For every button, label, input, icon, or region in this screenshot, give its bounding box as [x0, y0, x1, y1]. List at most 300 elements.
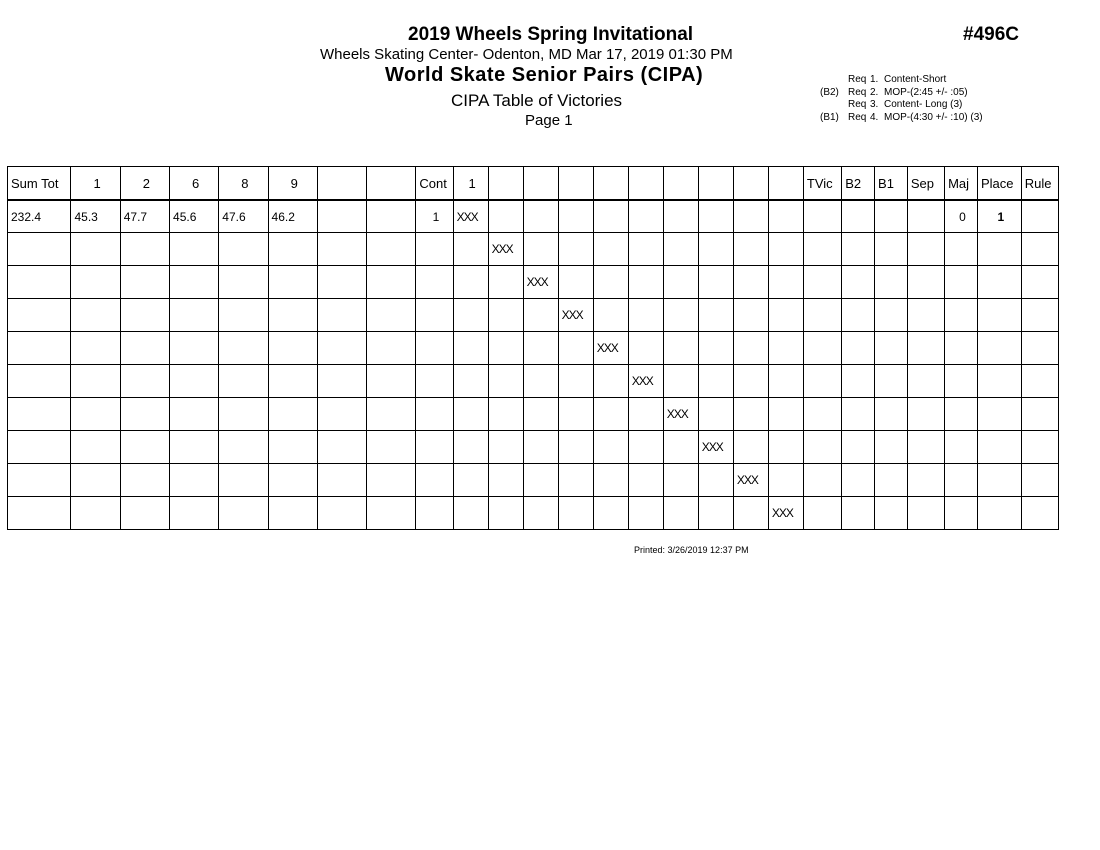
table-cell: [8, 365, 71, 398]
event-number: #496C: [963, 24, 1019, 45]
diagonal-mark-cell: XXX: [698, 431, 733, 464]
column-header: 9: [268, 167, 317, 201]
table-cell: [907, 398, 944, 431]
table-cell: [170, 431, 219, 464]
table-cell: [120, 266, 169, 299]
diagonal-mark-cell: XXX: [663, 398, 698, 431]
column-header: [523, 167, 558, 201]
table-cell: [8, 233, 71, 266]
table-cell: [416, 365, 453, 398]
table-cell: 46.2: [268, 200, 317, 233]
table-cell: [945, 464, 978, 497]
table-cell: [71, 497, 120, 530]
table-cell: [71, 332, 120, 365]
table-cell: [219, 266, 268, 299]
table-cell: [453, 365, 488, 398]
table-cell: [593, 299, 628, 332]
table-cell: 1: [977, 200, 1021, 233]
requirement-word: Req: [848, 99, 867, 111]
table-cell: [219, 431, 268, 464]
table-cell: [558, 497, 593, 530]
column-header: 1: [71, 167, 120, 201]
table-cell: [768, 299, 803, 332]
table-cell: [268, 464, 317, 497]
table-cell: [120, 299, 169, 332]
table-cell: [453, 233, 488, 266]
table-cell: [768, 200, 803, 233]
table-row: [8, 299, 1059, 332]
table-cell: [945, 332, 978, 365]
table-cell: [488, 497, 523, 530]
table-row: [8, 266, 1059, 299]
table-cell: [768, 365, 803, 398]
table-cell: [842, 299, 875, 332]
table-cell: 1: [416, 200, 453, 233]
table-cell: [71, 464, 120, 497]
table-cell: [593, 398, 628, 431]
table-cell: [219, 398, 268, 431]
table-cell: [628, 332, 663, 365]
table-cell: [663, 365, 698, 398]
table-cell: [842, 431, 875, 464]
table-cell: [628, 233, 663, 266]
column-header: [733, 167, 768, 201]
table-cell: [523, 365, 558, 398]
table-cell: [907, 497, 944, 530]
table-cell: [523, 332, 558, 365]
table-cell: [842, 266, 875, 299]
column-header: 6: [170, 167, 219, 201]
table-cell: [875, 233, 908, 266]
table-cell: [907, 332, 944, 365]
column-header: Sep: [907, 167, 944, 201]
table-cell: [977, 299, 1021, 332]
table-cell: [768, 266, 803, 299]
table-cell: [663, 431, 698, 464]
table-cell: [842, 464, 875, 497]
table-cell: [367, 365, 416, 398]
table-cell: [367, 266, 416, 299]
table-cell: [71, 266, 120, 299]
table-cell: [733, 233, 768, 266]
table-cell: [367, 497, 416, 530]
table-cell: 45.3: [71, 200, 120, 233]
table-cell: [219, 497, 268, 530]
table-cell: [416, 431, 453, 464]
table-cell: [367, 431, 416, 464]
table-cell: [628, 497, 663, 530]
table-cell: [367, 233, 416, 266]
table-cell: [803, 431, 841, 464]
table-cell: [628, 431, 663, 464]
table-cell: [170, 398, 219, 431]
table-cell: [317, 266, 366, 299]
table-cell: [803, 200, 841, 233]
table-cell: [875, 332, 908, 365]
table-cell: [453, 332, 488, 365]
table-cell: [488, 431, 523, 464]
requirement-tag: (B1): [820, 112, 839, 124]
table-cell: [875, 431, 908, 464]
table-cell: [803, 365, 841, 398]
table-cell: [907, 266, 944, 299]
table-cell: [523, 398, 558, 431]
table-cell: [803, 464, 841, 497]
column-header: [593, 167, 628, 201]
table-cell: [768, 398, 803, 431]
table-cell: [170, 233, 219, 266]
diagonal-mark-cell: XXX: [488, 233, 523, 266]
table-cell: [803, 332, 841, 365]
table-cell: [453, 464, 488, 497]
requirement-tag: [820, 99, 848, 112]
table-cell: [945, 299, 978, 332]
table-cell: [558, 266, 593, 299]
table-cell: [698, 266, 733, 299]
table-cell: [170, 299, 219, 332]
table-cell: [268, 332, 317, 365]
table-cell: [317, 200, 366, 233]
table-cell: [416, 266, 453, 299]
table-cell: [875, 299, 908, 332]
requirement-tag: [820, 74, 848, 87]
table-cell: [977, 497, 1021, 530]
table-cell: 47.6: [219, 200, 268, 233]
diagonal-mark-cell: XXX: [558, 299, 593, 332]
table-cell: [170, 497, 219, 530]
table-row: [8, 200, 1059, 233]
table-cell: [367, 200, 416, 233]
table-cell: [219, 299, 268, 332]
table-cell: [268, 299, 317, 332]
table-cell: [170, 266, 219, 299]
table-cell: 0: [945, 200, 978, 233]
column-header: [663, 167, 698, 201]
requirement-number: 3.: [870, 99, 879, 111]
column-header: Maj: [945, 167, 978, 201]
table-cell: [8, 332, 71, 365]
table-cell: [317, 497, 366, 530]
table-cell: [523, 200, 558, 233]
table-cell: [733, 431, 768, 464]
table-cell: [416, 233, 453, 266]
table-cell: [416, 497, 453, 530]
table-cell: [875, 365, 908, 398]
requirement-number: 2.: [870, 86, 879, 98]
table-cell: [488, 464, 523, 497]
table-cell: [628, 299, 663, 332]
table-cell: [733, 299, 768, 332]
requirement-text: MOP-(4:30 +/- :10) (3): [884, 112, 983, 124]
table-cell: [219, 332, 268, 365]
table-cell: [71, 431, 120, 464]
table-cell: [8, 497, 71, 530]
table-cell: [416, 398, 453, 431]
table-row: [8, 464, 1059, 497]
diagonal-mark-cell: XXX: [768, 497, 803, 530]
table-cell: [663, 497, 698, 530]
table-cell: [8, 464, 71, 497]
table-cell: [453, 431, 488, 464]
table-cell: [488, 299, 523, 332]
table-cell: [842, 233, 875, 266]
table-cell: [945, 398, 978, 431]
table-cell: [453, 299, 488, 332]
table-cell: [120, 464, 169, 497]
table-cell: [317, 398, 366, 431]
table-cell: [488, 332, 523, 365]
table-cell: [945, 497, 978, 530]
table-cell: [768, 431, 803, 464]
table-cell: [488, 398, 523, 431]
table-cell: [698, 398, 733, 431]
table-cell: [593, 266, 628, 299]
table-row: [8, 365, 1059, 398]
column-header: [558, 167, 593, 201]
table-cell: [977, 365, 1021, 398]
table-cell: [977, 266, 1021, 299]
table-cell: [698, 365, 733, 398]
requirement-number: 4.: [870, 112, 879, 124]
requirement-word: Req: [848, 86, 867, 98]
table-cell: [803, 266, 841, 299]
table-cell: [416, 332, 453, 365]
table-cell: [219, 233, 268, 266]
table-cell: [558, 431, 593, 464]
table-cell: [416, 464, 453, 497]
table-cell: [803, 398, 841, 431]
table-cell: 45.6: [170, 200, 219, 233]
table-cell: [628, 398, 663, 431]
table-cell: [907, 365, 944, 398]
table-cell: [523, 299, 558, 332]
table-cell: [317, 233, 366, 266]
table-cell: [1021, 431, 1058, 464]
requirement-text: Content- Long (3): [884, 99, 963, 111]
table-cell: [170, 332, 219, 365]
table-cell: [268, 431, 317, 464]
table-cell: [317, 431, 366, 464]
table-cell: [367, 464, 416, 497]
table-cell: [628, 266, 663, 299]
table-cell: [945, 233, 978, 266]
table-cell: [1021, 464, 1058, 497]
table-cell: [733, 365, 768, 398]
table-cell: [558, 233, 593, 266]
table-cell: [593, 464, 628, 497]
table-cell: [875, 464, 908, 497]
table-cell: [120, 233, 169, 266]
table-cell: [8, 266, 71, 299]
requirement-tag: (B2): [820, 86, 839, 98]
table-cell: [1021, 398, 1058, 431]
table-cell: [698, 497, 733, 530]
table-cell: [698, 464, 733, 497]
table-cell: [268, 365, 317, 398]
table-cell: [170, 464, 219, 497]
table-cell: [558, 365, 593, 398]
table-cell: [977, 398, 1021, 431]
diagonal-mark-cell: XXX: [733, 464, 768, 497]
column-header: B1: [875, 167, 908, 201]
table-cell: [1021, 299, 1058, 332]
table-cell: [907, 200, 944, 233]
table-cell: [593, 497, 628, 530]
table-cell: [593, 365, 628, 398]
column-header: Rule: [1021, 167, 1058, 201]
table-cell: [71, 398, 120, 431]
table-cell: [733, 497, 768, 530]
table-cell: [945, 365, 978, 398]
requirement-text: MOP-(2:45 +/- :05): [884, 86, 968, 98]
table-cell: [219, 365, 268, 398]
table-cell: [488, 266, 523, 299]
requirement-number: 1.: [870, 74, 879, 85]
table-cell: [907, 431, 944, 464]
table-cell: [523, 431, 558, 464]
table-row: [8, 398, 1059, 431]
table-cell: [488, 365, 523, 398]
table-cell: [416, 299, 453, 332]
column-header: B2: [842, 167, 875, 201]
table-cell: [367, 398, 416, 431]
table-cell: [907, 233, 944, 266]
table-cell: [698, 332, 733, 365]
table-cell: [593, 233, 628, 266]
table-cell: [628, 200, 663, 233]
diagonal-mark-cell: XXX: [593, 332, 628, 365]
table-cell: [698, 200, 733, 233]
table-cell: [453, 266, 488, 299]
table-cell: [317, 464, 366, 497]
column-header: [317, 167, 366, 201]
table-cell: [768, 332, 803, 365]
table-cell: [453, 398, 488, 431]
diagonal-mark-cell: XXX: [453, 200, 488, 233]
table-cell: [1021, 266, 1058, 299]
page-number: Page 1: [525, 112, 573, 129]
column-header: [488, 167, 523, 201]
table-of-victories: [7, 166, 1059, 530]
table-cell: [558, 398, 593, 431]
column-header: TVic: [803, 167, 841, 201]
table-cell: [367, 299, 416, 332]
table-cell: [733, 200, 768, 233]
diagonal-mark-cell: XXX: [628, 365, 663, 398]
table-cell: [523, 464, 558, 497]
table-cell: [875, 200, 908, 233]
table-cell: [1021, 233, 1058, 266]
table-cell: [219, 464, 268, 497]
table-cell: [558, 332, 593, 365]
table-cell: [71, 299, 120, 332]
table-cell: [120, 431, 169, 464]
table-cell: [768, 233, 803, 266]
column-header: Place: [977, 167, 1021, 201]
table-cell: [268, 266, 317, 299]
table-cell: [558, 464, 593, 497]
table-cell: [268, 233, 317, 266]
table-cell: [453, 497, 488, 530]
table-cell: [317, 332, 366, 365]
table-row: [8, 332, 1059, 365]
requirement-text: Content-Short: [884, 74, 947, 85]
table-cell: [663, 233, 698, 266]
table-cell: 47.7: [120, 200, 169, 233]
requirement-line: [820, 74, 983, 87]
table-cell: [71, 365, 120, 398]
table-row: [8, 431, 1059, 464]
table-cell: [1021, 200, 1058, 233]
table-cell: [663, 332, 698, 365]
printed-timestamp: Printed: 3/26/2019 12:37 PM: [634, 545, 749, 555]
table-cell: [120, 497, 169, 530]
table-cell: [907, 464, 944, 497]
table-cell: [977, 332, 1021, 365]
column-header: [367, 167, 416, 201]
event-title: World Skate Senior Pairs (CIPA): [385, 64, 704, 86]
column-header: 2: [120, 167, 169, 201]
table-cell: [558, 200, 593, 233]
venue-date-line: Wheels Skating Center- Odenton, MD Mar 17, 2019 01:30 PM: [320, 46, 733, 63]
table-cell: [977, 431, 1021, 464]
requirement-word: Req: [848, 74, 867, 85]
table-cell: [663, 299, 698, 332]
table-cell: [875, 266, 908, 299]
table-cell: [907, 299, 944, 332]
table-cell: [977, 464, 1021, 497]
table-cell: [268, 497, 317, 530]
column-header: 8: [219, 167, 268, 201]
table-row: [8, 497, 1059, 530]
table-cell: [1021, 332, 1058, 365]
table-cell: [698, 233, 733, 266]
column-header: [628, 167, 663, 201]
table-cell: [1021, 365, 1058, 398]
table-cell: [803, 497, 841, 530]
table-cell: [317, 365, 366, 398]
table-cell: [842, 200, 875, 233]
requirement-word: Req: [848, 112, 867, 124]
table-cell: 232.4: [8, 200, 71, 233]
table-cell: [317, 299, 366, 332]
table-cell: [523, 233, 558, 266]
table-cell: [8, 299, 71, 332]
table-cell: [523, 497, 558, 530]
table-cell: [663, 266, 698, 299]
table-cell: [733, 266, 768, 299]
table-cell: [488, 200, 523, 233]
requirement-line: [820, 112, 983, 125]
table-cell: [593, 431, 628, 464]
table-cell: [8, 431, 71, 464]
table-cell: [803, 299, 841, 332]
table-cell: [663, 464, 698, 497]
column-header: [768, 167, 803, 201]
results-table: [7, 166, 1059, 530]
table-cell: [120, 398, 169, 431]
table-row: [8, 233, 1059, 266]
diagonal-mark-cell: XXX: [523, 266, 558, 299]
table-cell: [842, 497, 875, 530]
table-cell: [842, 332, 875, 365]
table-cell: [842, 365, 875, 398]
table-cell: [120, 365, 169, 398]
table-subtitle: CIPA Table of Victories: [451, 91, 623, 110]
requirements-list: [820, 74, 983, 125]
table-cell: [977, 233, 1021, 266]
competition-title: 2019 Wheels Spring Invitational: [408, 24, 694, 45]
